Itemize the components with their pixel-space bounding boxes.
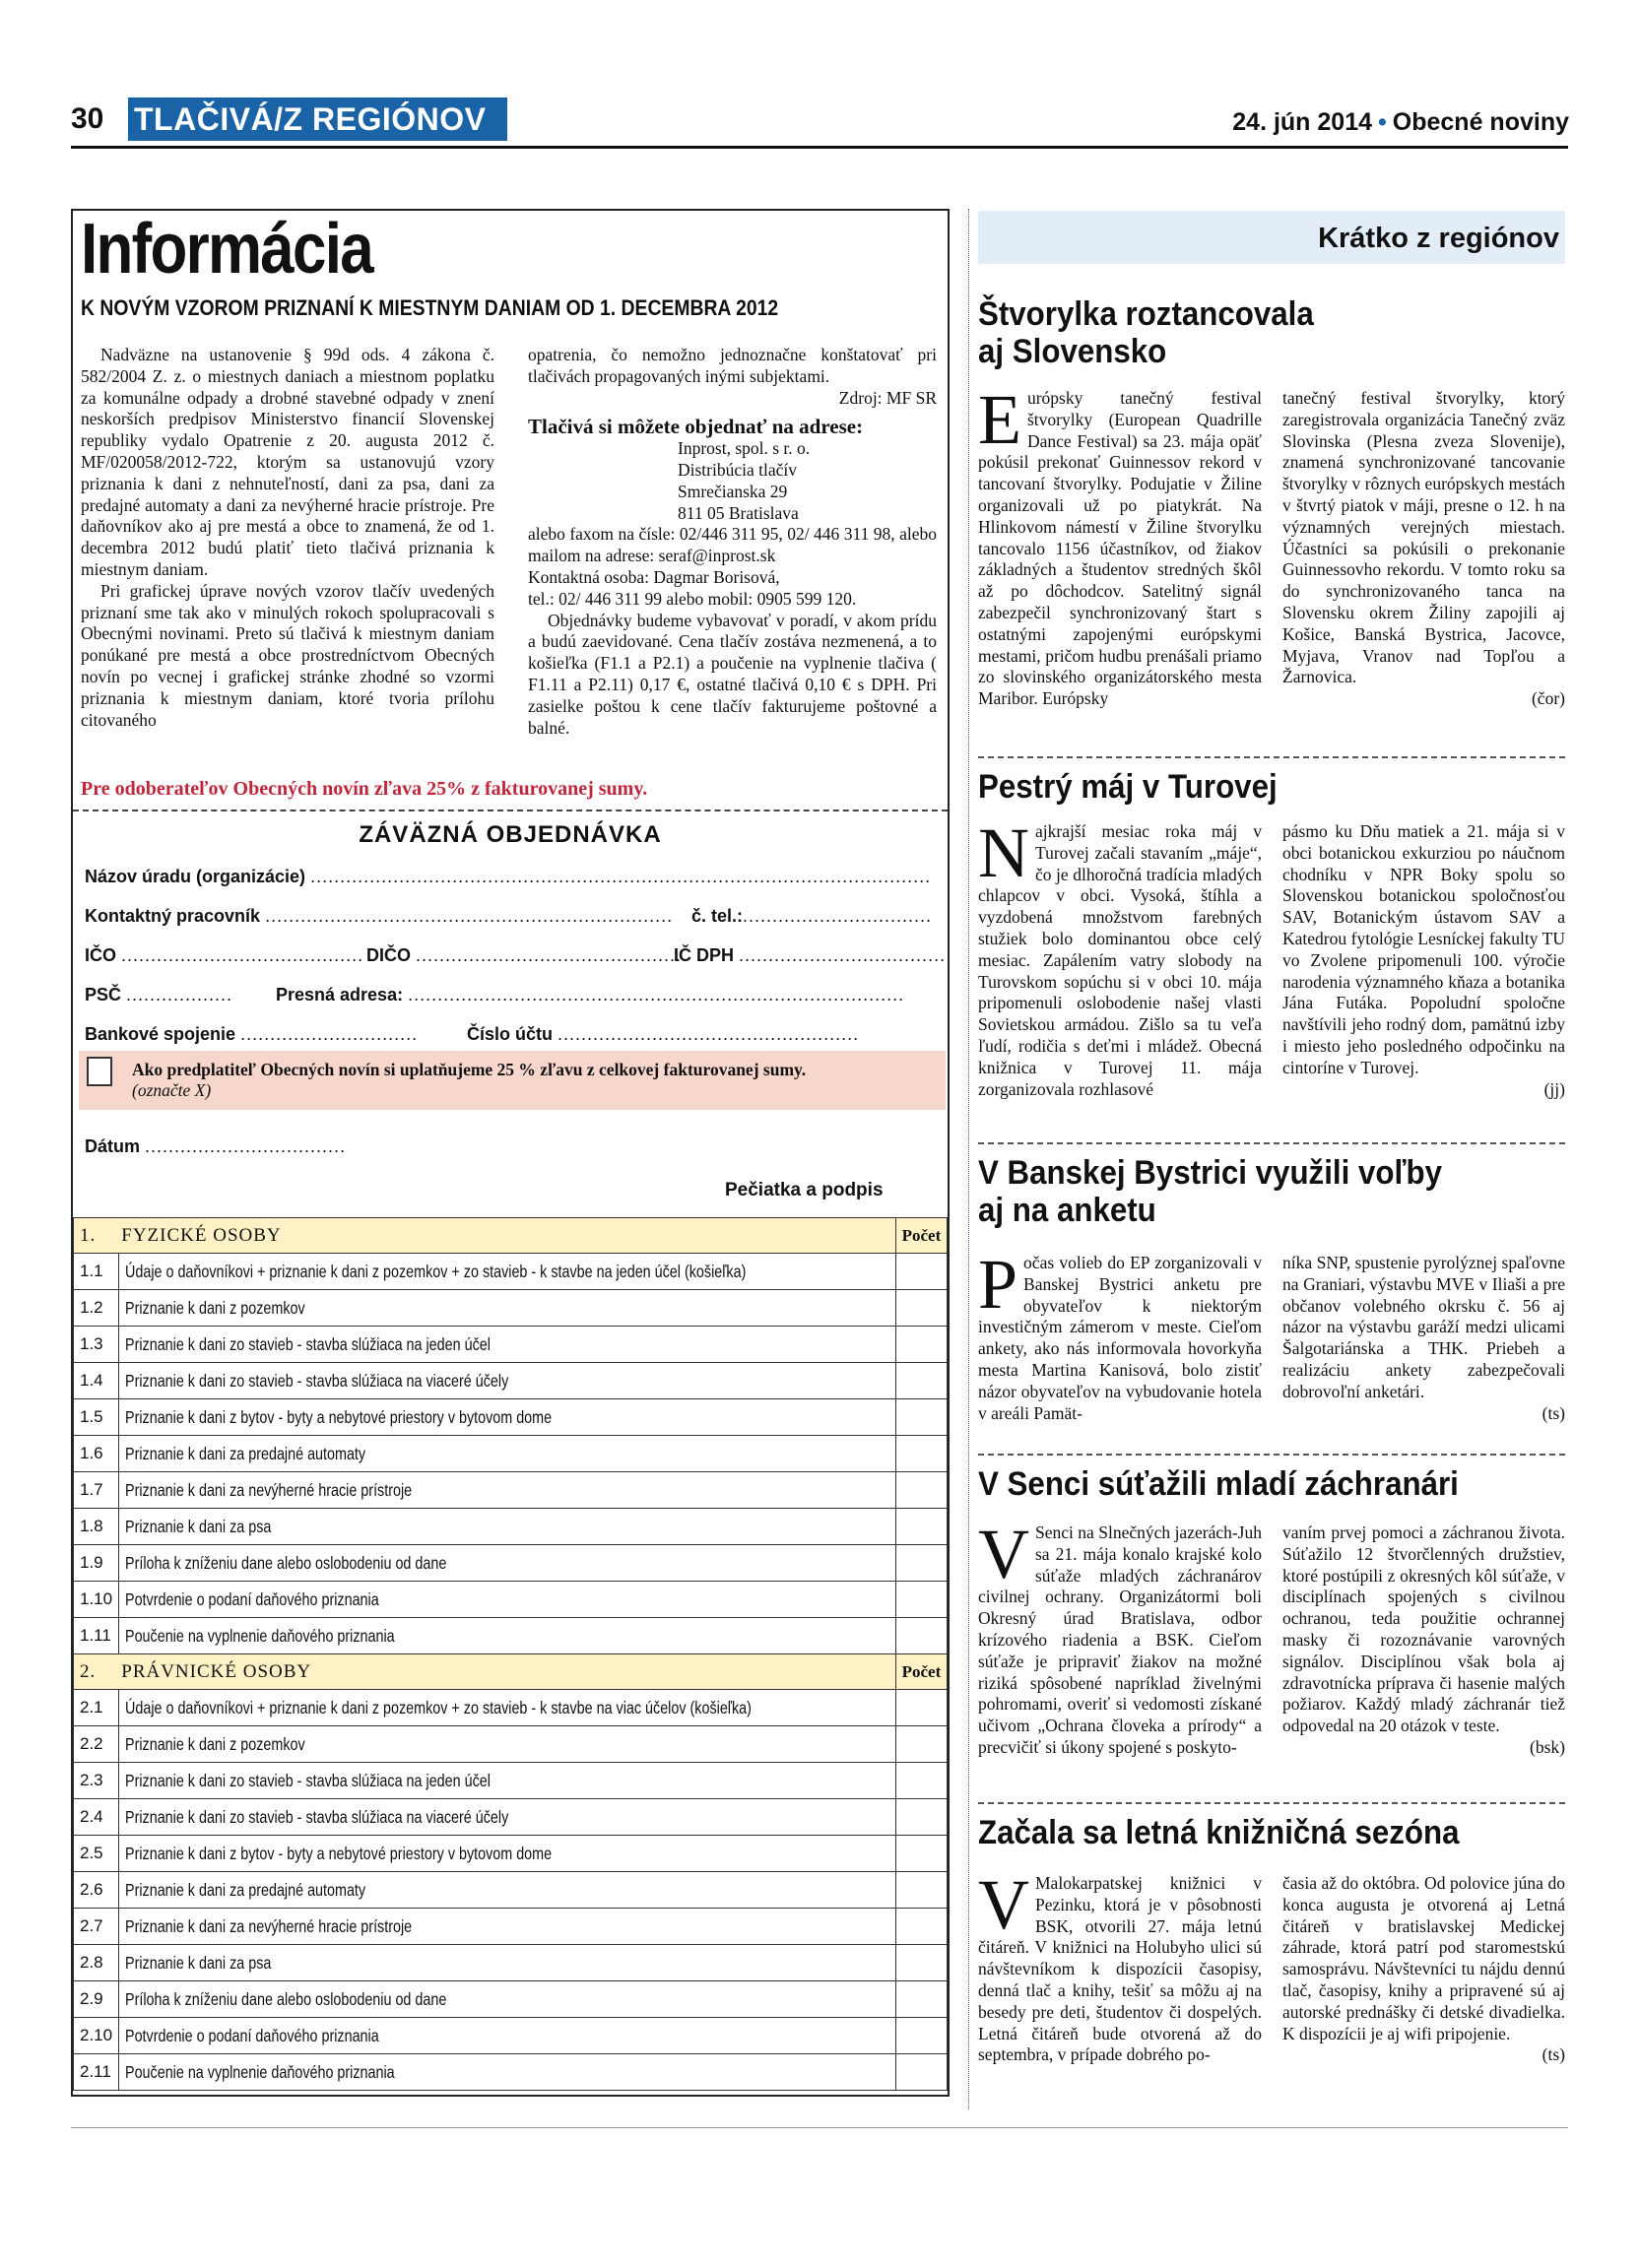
row-number: 1.10 — [74, 1582, 119, 1618]
article-text: očas volieb do EP zorganizovali v Banskej Bystrici anketu pre obyvateľov k niektorým investičným zámerom v meste. Cieľom ankety, ako nás informovala hovorkyňa mesta Martina Kanisová, bolo zistiť názor obyvateľov na vybudovanie hotela v areáli Pamät- — [978, 1253, 1262, 1423]
quantity-input-cell[interactable] — [895, 1509, 948, 1545]
discount-note: Pre odoberateľov Obecných novín zľava 25% z fakturovanej sumy. — [81, 778, 648, 800]
row-number: 2.8 — [74, 1945, 119, 1981]
headline-line: Štvorylka roztancovala — [978, 295, 1314, 333]
contact-field[interactable]: Kontaktný pracovník ..................................................................... — [85, 906, 674, 926]
office-field[interactable]: Názov úradu (organizácie) ......................................................................................................... — [85, 867, 932, 886]
row-title: Príloha k zníženiu dane alebo oslobodeniu od dane — [125, 1552, 447, 1573]
row-title: Priznanie k dani zo stavieb - stavba slúžiaca na viaceré účely — [125, 1806, 509, 1827]
article-column — [1282, 821, 1565, 1100]
article-column — [978, 813, 1262, 1100]
article-text: Senci na Slnečných jazerách-Juh sa 21. mája konalo krajské kolo súťaže mladých záchranárov civilnej ochrany. Organizátormi boli Okresný úrad Bratislava, odbor krízového riadenia a BSK. Cieľom súťaže je pripraviť žiakov na možné riziká spôsobené napríklad živelnými pohromami, overiť si vedomosti získané učivom „Ochrana človeka a prírody“ a precvičiť si úkony spojené s poskyto- — [978, 1523, 1262, 1757]
group-title: FYZICKÉ OSOBY — [121, 1224, 282, 1246]
table-row — [74, 1836, 948, 1872]
article-headline: Začala sa letná knižničná sezóna — [978, 1814, 1460, 1851]
table-row — [74, 2054, 948, 2091]
row-title-cell — [119, 1945, 896, 1981]
info-source: Zdroj: MF SR — [838, 387, 937, 408]
table-row — [74, 1981, 948, 2018]
row-title: Priznanie k dani za psa — [125, 1952, 272, 1973]
group-title: PRÁVNICKÉ OSOBY — [121, 1660, 312, 1682]
article-signature: (čor) — [1531, 688, 1565, 709]
office-label: Názov úradu (organizácie) — [85, 867, 306, 886]
table-row — [74, 1363, 948, 1399]
row-title: Priznanie k dani z pozemkov — [125, 1733, 305, 1754]
row-title: Príloha k zníženiu dane alebo oslobodeniu od dane — [125, 1988, 447, 2009]
row-number: 1.7 — [74, 1472, 119, 1509]
bank-label: Bankové spojenie — [85, 1024, 236, 1044]
info-column-2 — [528, 345, 937, 739]
date-field[interactable]: Dátum .................................. — [85, 1136, 347, 1156]
address-line: Distribúcia tlačív — [678, 459, 798, 480]
article-separator — [978, 1142, 1565, 1144]
address-field[interactable]: Presná adresa: .................................................................................... — [276, 985, 905, 1004]
account-label: Číslo účtu — [467, 1024, 554, 1044]
quantity-input-cell[interactable] — [895, 1545, 948, 1582]
row-number: 1.1 — [74, 1254, 119, 1290]
article-text: pásmo ku Dňu matiek a 21. mája si v obci botanickou exkurziou po náučnom chodníku v NPR Boky spolu so Slovenskou botanickou spoločnosťou SAV, Botanickým ústavom SAV a Katedrou fytológie Lesníckej fakulty TU vo Zvolene pripomenuli 100. výročie narodenia významného kňaza a botanika Jána Futáka. Popoludní spoločne navštívili jeho rodný dom, pamätnú izby i miesto jeho posledného odpočinku na cintoríne v Turovej. — [1282, 821, 1565, 1077]
date-label: Dátum — [85, 1136, 141, 1156]
article-column — [1282, 1523, 1565, 1759]
group-title-cell — [74, 1218, 896, 1254]
row-number: 2.6 — [74, 1872, 119, 1909]
table-row — [74, 1799, 948, 1836]
article-headline — [978, 295, 1314, 370]
table-row — [74, 1582, 948, 1618]
table-row — [74, 1726, 948, 1763]
article-signature: (ts) — [1542, 2044, 1565, 2065]
quantity-input-cell[interactable] — [895, 1690, 948, 1726]
row-number: 2.1 — [74, 1690, 119, 1726]
icdph-field[interactable]: IČ DPH ................................... — [674, 945, 947, 965]
issue-date: 24. jún 2014 — [1232, 108, 1373, 136]
icdph-label: IČ DPH — [674, 945, 735, 965]
info-paragraph: Nadväzne na ustanovenie § 99d ods. 4 zákona č. 582/2004 Z. z. o miestnych daniach a miestnom poplatku za komunálne odpady a drobné stavebné odpady v znení neskorších predpisov Ministerstvo financií Slovenskej republiky vydalo Opatrenie z 20. augusta 2012 č. MF/020058/2012-722, ktorým sa ustanovujú vzory priznania k dani z nehnuteľností, dani za psa, dani za predajné automaty a dani za nevýherné hracie prístroje. Pre daňovníkov ako aj pre mestá a obce to znamená, že od 1. decembra 2012 budú platiť tieto tlačivá priznania k miestnym daniam. — [81, 345, 494, 579]
tel-field[interactable]: č. tel.:................................ — [691, 906, 933, 926]
row-title-cell — [119, 1436, 896, 1472]
row-title-cell — [119, 1690, 896, 1726]
quantity-input-cell[interactable] — [895, 1799, 948, 1836]
row-title: Údaje o daňovníkovi + priznanie k dani z pozemkov + zo stavieb - k stavbe na viac účelov (košieľka) — [125, 1697, 753, 1717]
quantity-input-cell[interactable] — [895, 1363, 948, 1399]
row-title: Priznanie k dani z pozemkov — [125, 1297, 305, 1318]
table-row — [74, 1399, 948, 1436]
quantity-input-cell[interactable] — [895, 1436, 948, 1472]
address-line: Smrečianska 29 — [678, 481, 788, 501]
row-title-cell — [119, 1509, 896, 1545]
row-number: 2.10 — [74, 2018, 119, 2054]
regions-section-title: Krátko z regiónov — [1318, 223, 1559, 254]
quantity-input-cell[interactable] — [895, 2054, 948, 2091]
tel-label: č. tel.: — [691, 906, 744, 926]
row-title: Priznanie k dani z bytov - byty a nebytové priestory v bytovom dome — [125, 1843, 553, 1863]
table-row — [74, 1909, 948, 1945]
row-title-cell — [119, 1726, 896, 1763]
info-paragraph: Pri grafickej úprave nových vzorov tlačív uvedených priznaní sme tak ako v minulých rokoch spolupracovali s Obecnými novinami. Preto sú tlačivá k miestnym daniam ponúkané pre mestá a obce prostredníctvom Obecných novín po vecnej i grafickej stránke zhodné so vzormi priznania k miestnym daniam, ktoré tvoria prílohu citovaného — [81, 580, 494, 730]
headline-line: V Banskej Bystrici využili voľby — [978, 1154, 1443, 1192]
address-line: Inprost, spol. s r. o. — [678, 438, 811, 459]
row-number: 2.2 — [74, 1726, 119, 1763]
row-title-cell — [119, 2018, 896, 2054]
cut-line — [73, 810, 948, 811]
row-number: 1.5 — [74, 1399, 119, 1436]
info-paragraph: opatrenia, čo nemožno jednoznačne konštatovať pri tlačivách propagovaných inými subjektami. — [528, 345, 937, 386]
table-row — [74, 1472, 948, 1509]
ico-field[interactable]: IČO ......................................... — [85, 945, 364, 965]
row-title-cell — [119, 1545, 896, 1582]
forms-table — [73, 1217, 948, 2091]
row-number: 2.3 — [74, 1763, 119, 1799]
row-title-cell — [119, 1799, 896, 1836]
table-row — [74, 1327, 948, 1363]
row-number: 1.6 — [74, 1436, 119, 1472]
article-text: tanečný festival štvorylky, ktorý zaregistrovala organizácia Tanečný zväz Slovinska (Plesna zveza Slovenije), znamená synchronizované tancovanie štvorylky v rôznych európskych mestách v štvrtý piatok v máji, presne o 12. h na významných verejných miestach. Účastníci sa pokúsili o prekonanie Guinnessovho rekordu. V tomto roku sa do synchronizovaného tanca na Slovensku okrem Žiliny zapojili aj Košice, Banská Bystrica, Jacovce, Myjava, Vranov nad Topľou a Žarnovica. — [1282, 388, 1565, 687]
quantity-input-cell[interactable] — [895, 1981, 948, 2018]
row-title: Údaje o daňovníkovi + priznanie k dani z pozemkov + zo stavieb - k stavbe na jeden účel (košieľka) — [125, 1261, 747, 1281]
table-row — [74, 2018, 948, 2054]
row-title: Priznanie k dani za nevýherné hracie prístroje — [125, 1479, 413, 1500]
table-row — [74, 1254, 948, 1290]
row-title-cell — [119, 1836, 896, 1872]
quantity-input-cell[interactable] — [895, 2018, 948, 2054]
info-subtitle: K NOVÝM VZOROM PRIZNANÍ K MIESTNYM DANIAM OD 1. DECEMBRA 2012 — [81, 295, 779, 320]
drop-cap: E — [978, 380, 1021, 459]
table-row — [74, 1763, 948, 1799]
row-title-cell — [119, 1763, 896, 1799]
row-title-cell — [119, 1254, 896, 1290]
info-title: Informácia — [81, 210, 372, 289]
footer-rule — [71, 2127, 1568, 2128]
row-title: Potvrdenie o podaní daňového priznania — [125, 2025, 379, 2045]
article-column — [1282, 1253, 1565, 1424]
row-title: Potvrdenie o podaní daňového priznania — [125, 1588, 379, 1609]
headline-line: aj Slovensko — [978, 333, 1167, 370]
page-number: 30 — [71, 102, 104, 135]
article-signature: (bsk) — [1530, 1736, 1565, 1757]
row-title-cell — [119, 1981, 896, 2018]
row-title: Priznanie k dani zo stavieb - stavba slúžiaca na jeden účel — [125, 1333, 492, 1354]
header-rule — [71, 146, 1568, 149]
contact-line: alebo faxom na čísle: 02/446 311 95, 02/ 446 311 98, alebo mailom na adrese: seraf@inprost.sk — [528, 524, 937, 566]
table-row — [74, 1690, 948, 1726]
article-separator — [978, 1802, 1565, 1804]
group-title-cell — [74, 1654, 896, 1690]
group-number: 1. — [80, 1224, 97, 1246]
row-title-cell — [119, 1472, 896, 1509]
dic-label: DIČO — [366, 945, 411, 965]
row-title: Poučenie na vyplnenie daňového priznania — [125, 2061, 395, 2082]
info-column-1 — [81, 345, 494, 731]
table-row — [74, 1509, 948, 1545]
drop-cap: P — [978, 1245, 1018, 1324]
stamp-signature-label: Pečiatka a podpis — [725, 1180, 884, 1200]
table-row — [74, 1436, 948, 1472]
row-title: Priznanie k dani zo stavieb - stavba slúžiaca na viaceré účely — [125, 1370, 509, 1391]
article-headline: V Senci súťažili mladí záchranári — [978, 1465, 1459, 1503]
bank-field[interactable]: Bankové spojenie .............................. — [85, 1024, 419, 1044]
address-line: 811 05 Bratislava — [678, 502, 799, 523]
table-group-header — [74, 1654, 948, 1690]
count-header: Počet — [895, 1218, 948, 1254]
article-separator — [978, 756, 1565, 758]
row-number: 2.5 — [74, 1836, 119, 1872]
dic-field[interactable]: DIČO .............................................. — [366, 945, 689, 965]
publication-name: Obecné noviny — [1392, 108, 1569, 136]
article-separator — [978, 1454, 1565, 1456]
table-group-header — [74, 1218, 948, 1254]
section-label: TLAČIVÁ/Z REGIÓNOV — [128, 97, 507, 141]
row-title: Priznanie k dani za predajné automaty — [125, 1879, 366, 1900]
article-text: Malokarpatskej knižnici v Pezinku, ktorá je v pôsobnosti BSK, otvorili 27. mája letnú čitáreň. V knižnici na Holubyho ulici sú návštevníkom k dispozícii časopisy, denná tlač a knihy, tešiť sa môžu aj na besedy pre deti, študentov či dospelých. Letná čitáreň bude otvorená až do septembra, v prípade dobrého po- — [978, 1873, 1262, 2065]
quantity-input-cell[interactable] — [895, 1618, 948, 1654]
subscriber-checkbox[interactable] — [87, 1057, 112, 1086]
article-signature: (jj) — [1543, 1078, 1565, 1099]
article-text: urópsky tanečný festival štvorylky (European Quadrille Dance Festival) sa 23. mája opäť pokúsil prekonať Guinnessov rekord v tancovaní štvorylky. Podujatie v Žiline organizovali už po piatykrát. Na Hlinkovom námestí v Žiline štvorylku tancovalo 1156 účastníkov, od žiakov základných a študentov stredných škôl až po dôchodcov. Satelitný signál zabezpečil synchronizovaný štart s ostatnými zapojenými európskymi mestami, pričom hudbu prenášali priamo zo slovinského organizátorského mesta Maribor. Európsky — [978, 388, 1262, 709]
article-column — [1282, 1873, 1565, 2066]
contact-phone: tel.: 02/ 446 311 99 alebo mobil: 0905 599 120. — [528, 588, 857, 609]
info-paragraph: Objednávky budeme vybavovať v poradí, v akom prídu a budú zaevidované. Cena tlačív zostáva nezmenená, a to košieľka (F1.1 a P2.1) a poučenie na vyplnenie tlačiva ( F1.11 a P2.11) 0,17 €, ostatné tlačivá 0,10 € s DPH. Pri zasielke poštou k cene tlačív fakturujeme poštovné a balné. — [528, 610, 937, 738]
order-heading: Tlačivá si môžete objednať na adrese: — [528, 415, 864, 439]
row-title: Priznanie k dani z bytov - byty a nebytové priestory v bytovom dome — [125, 1406, 553, 1427]
article-column — [978, 1865, 1262, 2066]
row-number: 2.9 — [74, 1981, 119, 2018]
row-title: Poučenie na vyplnenie daňového priznania — [125, 1625, 395, 1646]
row-title-cell — [119, 1327, 896, 1363]
table-row — [74, 1945, 948, 1981]
bullet: • — [1378, 108, 1387, 136]
quantity-input-cell[interactable] — [895, 1327, 948, 1363]
article-column — [978, 380, 1262, 710]
checkbox-label: Ako predplatiteľ Obecných novín si uplatňujeme 25 % zľavu z celkovej fakturovanej sumy. — [132, 1060, 807, 1079]
article-text: níka SNP, spustenie pyrolýznej spaľovne na Graniari, výstavbu MVE v Iliaši a pre občanov volebného okrsku č. 56 aj názor na výstavbu garáží medzi ulicami Šalgotariánska a THK. Priebeh a realizáciu ankety zabezpečovali dobrovoľní anketári. — [1282, 1253, 1565, 1401]
quantity-input-cell[interactable] — [895, 1945, 948, 1981]
quantity-input-cell[interactable] — [895, 1582, 948, 1618]
psc-label: PSČ — [85, 985, 122, 1004]
table-row — [74, 1545, 948, 1582]
count-header: Počet — [895, 1654, 948, 1690]
account-field[interactable]: Číslo účtu ................................................... — [467, 1024, 860, 1044]
row-number: 1.3 — [74, 1327, 119, 1363]
article-text: časia až do októbra. Od polovice júna do konca augusta je otvorená aj Letná čitáreň v bratislavskej Medickej záhrade, ktorá patrí pod staromestskú samosprávu. Návštevníci tu nájdu dennú tlač, časopisy, knihy a pripravené sú aj autorské prednášky či detské divadielka. K dispozícii je aj wifi pripojenie. — [1282, 1873, 1565, 2043]
row-number: 2.7 — [74, 1909, 119, 1945]
row-title-cell — [119, 1618, 896, 1654]
quantity-input-cell[interactable] — [895, 1290, 948, 1327]
quantity-input-cell[interactable] — [895, 1763, 948, 1799]
row-title: Priznanie k dani za predajné automaty — [125, 1443, 366, 1463]
row-number: 1.9 — [74, 1545, 119, 1582]
article-headline: Pestrý máj v Turovej — [978, 768, 1278, 806]
row-number: 1.4 — [74, 1363, 119, 1399]
row-title-cell — [119, 1582, 896, 1618]
address-label: Presná adresa: — [276, 985, 404, 1004]
checkbox-note: (označte X) — [132, 1080, 212, 1100]
column-divider — [968, 209, 969, 2109]
row-title: Priznanie k dani za nevýherné hracie prístroje — [125, 1915, 413, 1936]
row-title-cell — [119, 1290, 896, 1327]
row-number: 1.11 — [74, 1618, 119, 1654]
drop-cap: N — [978, 813, 1029, 892]
quantity-input-cell[interactable] — [895, 1254, 948, 1290]
row-title-cell — [119, 2054, 896, 2091]
table-row — [74, 1872, 948, 1909]
article-headline — [978, 1154, 1442, 1229]
table-row — [74, 1290, 948, 1327]
group-number: 2. — [80, 1660, 97, 1682]
row-number: 2.11 — [74, 2054, 119, 2091]
row-number: 1.8 — [74, 1509, 119, 1545]
article-text: vaním prvej pomoci a záchranou života. Súťažilo 12 štvorčlenných družstiev, ktoré postúpili z okresných kôl súťaže, v disciplínach spojených s civilnou ochranou, teda použitie ochrannej masky či rozoznávanie varovných signálov. Disciplínou však bola aj zdravotnícka príprava či hasenie malých požiarov. Každý mladý záchranár tiež odpovedal na 20 otázok v teste. — [1282, 1523, 1565, 1736]
article-text: ajkrajší mesiac roka máj v Turovej začali stavaním „máje“, čo je dlhoročná tradícia mladých chlapcov v obci. Vysoká, štíhla a vyzdobená množstvom farebných stužiek bolo dominantou obce celý mesiac. Zapálením vatry slobody na Turovskom sopúchu si v obci 10. mája pripomenuli oslobodenie našej vlasti Sovietskou armádou. Zišlo sa tu veľa ľudí, rodičia s deťmi i mládež. Obecná knižnica v Turovej 11. mája zorganizovala rozhlasové — [978, 821, 1262, 1099]
row-title: Priznanie k dani zo stavieb - stavba slúžiaca na jeden účel — [125, 1770, 492, 1790]
row-number: 1.2 — [74, 1290, 119, 1327]
psc-field[interactable]: PSČ .................. — [85, 985, 233, 1004]
quantity-input-cell[interactable] — [895, 1872, 948, 1909]
quantity-input-cell[interactable] — [895, 1399, 948, 1436]
drop-cap: V — [978, 1515, 1029, 1593]
row-title-cell — [119, 1399, 896, 1436]
quantity-input-cell[interactable] — [895, 1909, 948, 1945]
article-column — [978, 1245, 1262, 1424]
order-form-title: ZÁVÄZNÁ OBJEDNÁVKA — [359, 821, 662, 848]
article-signature: (ts) — [1542, 1402, 1565, 1423]
article-column — [1282, 388, 1565, 710]
ico-label: IČO — [85, 945, 117, 965]
article-column — [978, 1515, 1262, 1759]
row-title-cell — [119, 1872, 896, 1909]
quantity-input-cell[interactable] — [895, 1726, 948, 1763]
row-number: 2.4 — [74, 1799, 119, 1836]
row-title-cell — [119, 1909, 896, 1945]
table-row — [74, 1618, 948, 1654]
row-title-cell — [119, 1363, 896, 1399]
quantity-input-cell[interactable] — [895, 1472, 948, 1509]
headline-line: aj na anketu — [978, 1192, 1156, 1229]
contact-label: Kontaktný pracovník — [85, 906, 261, 926]
row-title: Priznanie k dani za psa — [125, 1516, 272, 1536]
dateline — [1232, 108, 1569, 137]
contact-person: Kontaktná osoba: Dagmar Borisová, — [528, 566, 780, 587]
drop-cap: V — [978, 1865, 1029, 1944]
quantity-input-cell[interactable] — [895, 1836, 948, 1872]
